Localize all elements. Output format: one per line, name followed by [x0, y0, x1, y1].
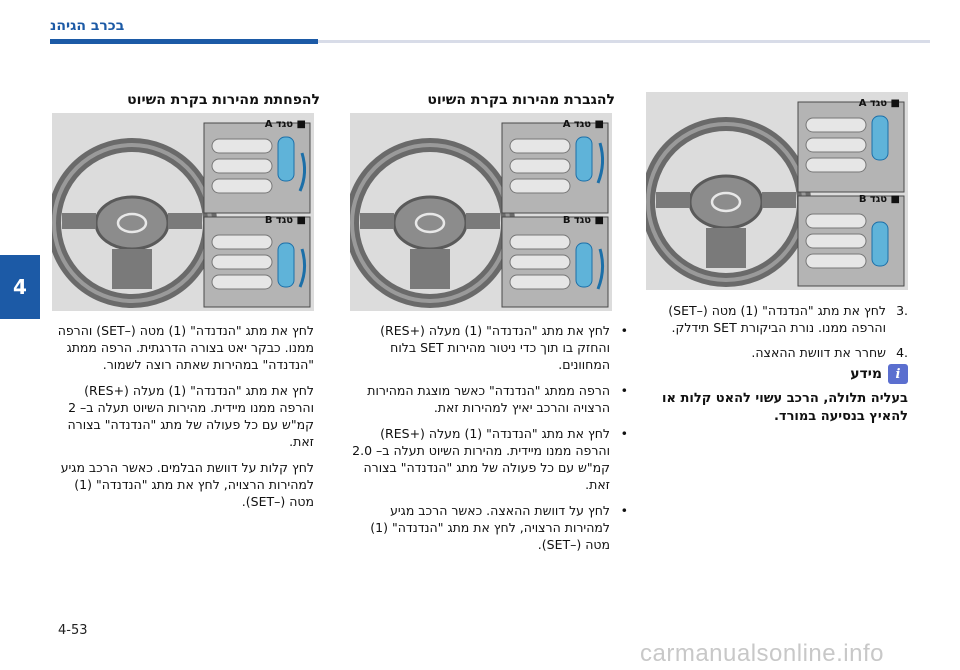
decrease-speed-text — [52, 322, 314, 510]
list-item: • לחץ על דוושת ההאצה. כאשר הרכב מגיע למהירות הרצויה, לחץ את מתג "הנדנדה" (1) מטה (–SET). — [348, 502, 628, 553]
list-item — [646, 302, 908, 336]
list-item: • לחץ את מתג "הנדנדה" (1) מעלה (+RES) והחזק בו תוך כדי ניטור מהירות SET בלוח המחוונים. — [348, 322, 628, 373]
figure-label-a: ■ טגד A — [264, 119, 306, 130]
list-item: • הרפה ממתג "הנדנדה" כאשר מוצגת המהירות הרצויה והרכב יאיץ למהירות זאת. — [348, 382, 628, 416]
section-title: בכרב הגיהנ — [50, 18, 125, 34]
info-icon: i — [888, 364, 908, 384]
paragraph: לחץ את מתג "הנדנדה" (1) מעלה (+RES) והרפה ממנו מיידית. מהירות השיוט תעלה ב– 2 קמ"ש עם כל פעולה של מתג "הנדנדה" בצורה זאת. — [67, 383, 314, 449]
info-body: בעליה תלולה, הרכב עשוי להאט קלות או להאיץ בנסיעה במורד. — [662, 391, 908, 424]
step-number: .4 — [896, 345, 908, 360]
figure-label-b: ■ טגד B — [264, 215, 306, 226]
header-rule-accent — [50, 39, 318, 44]
figure-set-speed — [646, 92, 908, 290]
paragraph: לחץ את מתג "הנדנדה" (1) מטה (–SET) והרפה ממנו. כבקר יאט בצורה הדרגתית. הרפה ממתג "הנדנדה" במהירות שאתה רוצה לשמור. — [57, 323, 314, 372]
decrease-speed-heading: להפחתת מהירות בקרת השיוט — [127, 92, 320, 108]
info-title: מידע — [850, 366, 882, 382]
paragraph: לחץ קלות על דוושת הבלמים. כאשר הרכב מגיע למהירות הרצויה, לחץ את מתג "הנדנדה" (1) מטה (–SET). — [60, 460, 314, 509]
increase-speed-text — [348, 322, 628, 562]
steering-wheel-illustration — [52, 113, 314, 311]
figure-label-a: ■ טגד A — [858, 98, 900, 109]
figure-decrease-speed — [52, 113, 314, 311]
steering-wheel-illustration — [646, 92, 908, 290]
figure-increase-speed — [350, 113, 612, 311]
figure-label-b: ■ טגד B — [858, 194, 900, 205]
list-item — [646, 344, 908, 361]
step-text: לחץ את מתג "הנדנדה" (1) מטה (–SET) והרפה ממנו. נורת הביקורת SET תידלק. — [668, 303, 886, 335]
watermark: carmanualsonline.info — [640, 640, 884, 667]
info-header — [646, 364, 908, 384]
step-number: .3 — [896, 303, 908, 318]
info-box — [646, 364, 908, 426]
figure-label-a: ■ טגד A — [562, 119, 604, 130]
list-item: • לחץ את מתג "הנדנדה" (1) מעלה (+RES) והרפה ממנו מיידית. מהירות השיוט תעלה ב– 2.0 קמ"ש עם כל פעולה של מתג "הנדנדה" בצורה זאת. — [348, 425, 628, 493]
figure-label-b: ■ טגד B — [562, 215, 604, 226]
increase-speed-heading: להגברת מהירות בקרת השיוט — [427, 92, 615, 108]
chapter-tab[interactable]: 4 — [0, 255, 40, 319]
step-text: שחרר את דוושת ההאצה. — [751, 345, 886, 360]
page-number: 4-53 — [58, 623, 88, 638]
set-speed-steps — [646, 302, 908, 369]
steering-wheel-illustration — [350, 113, 612, 311]
